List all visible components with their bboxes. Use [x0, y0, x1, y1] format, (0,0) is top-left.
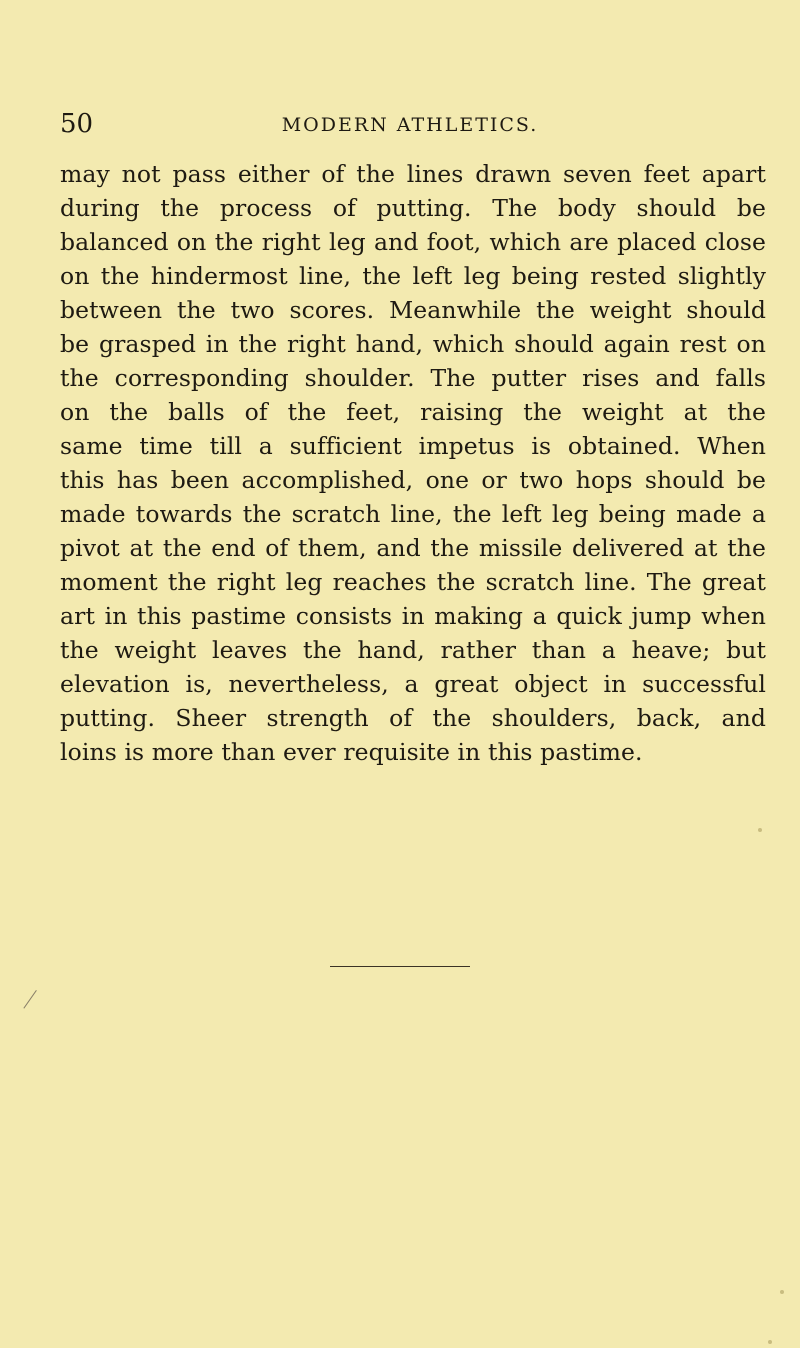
text-line-last: loins is more than ever requisite in this pastime. — [60, 738, 643, 766]
page-number: 50 — [60, 109, 94, 139]
text-line: during the process of putting. The body should be — [60, 194, 766, 222]
text-line: art in this pastime consists in making a quick jump when — [60, 602, 766, 630]
text-line: be grasped in the right hand, which should again rest on — [60, 330, 766, 358]
text-line: on the hindermost line, the left leg being rested slightly — [60, 262, 766, 290]
text-line: balanced on the right leg and foot, which are placed close — [60, 228, 766, 256]
paper-speck — [780, 1290, 784, 1294]
text-line: putting. Sheer strength of the shoulders, back, and — [60, 704, 766, 732]
body-paragraph — [60, 157, 766, 769]
text-line: on the balls of the feet, raising the weight at the — [60, 398, 766, 426]
text-line: made towards the scratch line, the left leg being made a — [60, 500, 766, 528]
text-line: elevation is, nevertheless, a great object in successful — [60, 670, 766, 698]
page-header — [60, 108, 760, 140]
text-line: the corresponding shoulder. The putter rises and falls — [60, 364, 766, 392]
running-head: MODERN ATHLETICS. — [281, 114, 539, 136]
text-line: between the two scores. Meanwhile the weight should — [60, 296, 766, 324]
paper-speck — [768, 1340, 772, 1344]
text-line: pivot at the end of them, and the missile delivered at the — [60, 534, 766, 562]
text-line: the weight leaves the hand, rather than a heave; but — [60, 636, 766, 664]
text-line: moment the right leg reaches the scratch line. The great — [60, 568, 766, 596]
text-line: this has been accomplished, one or two hops should be — [60, 466, 766, 494]
text-line: same time till a sufficient impetus is obtained. When — [60, 432, 766, 460]
paper-speck — [758, 828, 762, 832]
stray-mark — [23, 990, 37, 1009]
text-line: may not pass either of the lines drawn seven feet apart — [60, 160, 766, 188]
section-rule — [330, 966, 470, 967]
